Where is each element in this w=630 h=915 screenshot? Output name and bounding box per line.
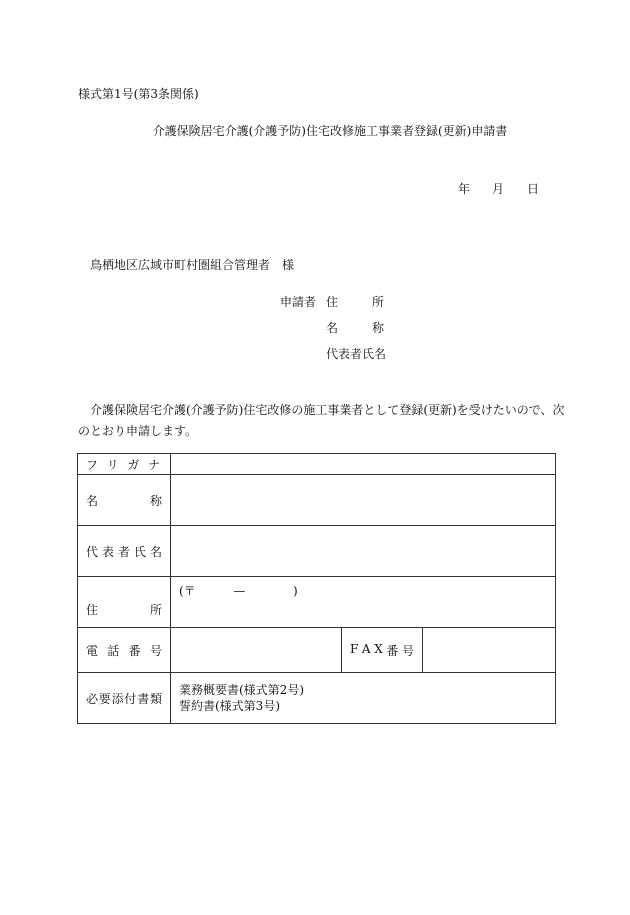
addressee: 鳥栖地区広域市町村圏組合管理者 様: [90, 258, 295, 272]
applicant-representative: 代表者氏名: [326, 347, 387, 361]
attachments-label: 必 要 添 付 書 類: [78, 673, 171, 724]
form-number: 様式第1号(第3条関係): [78, 87, 199, 101]
fax-label: F A X 番 号: [342, 628, 423, 672]
representative-input[interactable]: [171, 526, 556, 577]
furigana-input[interactable]: [171, 454, 556, 475]
attachment-item: 誓約書(様式第3号): [179, 699, 280, 713]
date-day: 日: [527, 182, 540, 196]
phone-row: [78, 628, 556, 673]
fax-input[interactable]: [423, 628, 556, 672]
representative-row: [78, 526, 556, 577]
name-label: 名 称: [78, 475, 171, 526]
address-label: 住 所: [78, 577, 171, 628]
name-row: [78, 475, 556, 526]
date-month: 月: [492, 182, 505, 196]
statement: 介護保険居宅介護(介護予防)住宅改修の施工事業者として登録(更新)を受けたいので、次のとおり申請します。: [78, 403, 565, 438]
representative-label: 代 表 者 氏 名: [78, 526, 171, 577]
zip-code: (〒 — ): [179, 584, 298, 598]
phone-fax-cell: [171, 628, 556, 673]
phone-label: 電 話 番 号: [78, 628, 171, 673]
date-year: 年: [458, 182, 471, 196]
attachment-item: 業務概要書(様式第2号): [179, 683, 304, 697]
document-title: 介護保険居宅介護(介護予防)住宅改修施工事業者登録(更新)申請書: [152, 124, 508, 138]
applicant-label: 申請者: [280, 295, 317, 309]
furigana-label: フ リ ガ ナ: [78, 454, 171, 475]
phone-input[interactable]: [171, 628, 342, 672]
attachments-list: [171, 673, 556, 724]
address-input[interactable]: [171, 577, 556, 628]
address-row: [78, 577, 556, 628]
name-input[interactable]: [171, 475, 556, 526]
furigana-row: [78, 454, 556, 475]
attachments-row: [78, 673, 556, 724]
application-table: [77, 453, 556, 724]
